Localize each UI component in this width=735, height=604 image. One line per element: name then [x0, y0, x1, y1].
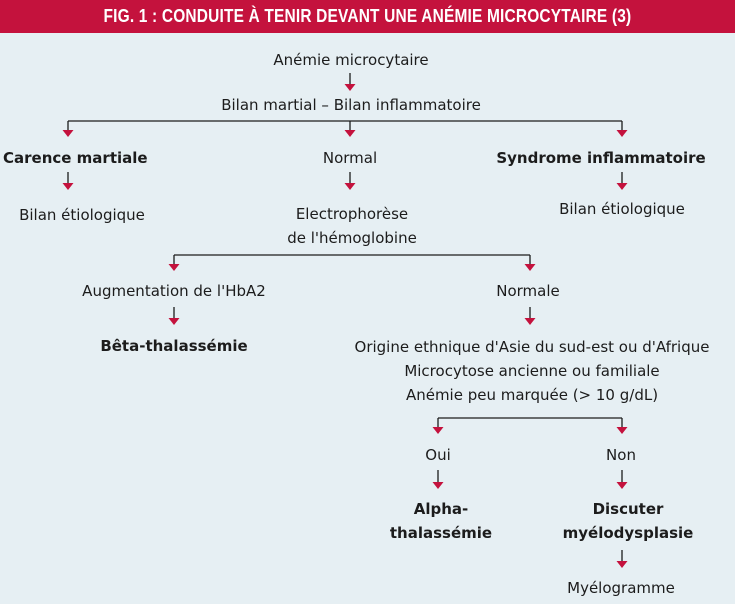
- arrowhead-hba2: [169, 264, 180, 271]
- node-criteres: [355, 335, 710, 407]
- node-augmentation-hba2: Augmentation de l'HbA2: [82, 282, 266, 300]
- node-discuter-myelodysplasie: [563, 497, 694, 545]
- arrowhead-criteres: [525, 318, 536, 325]
- arrowhead-oui: [433, 427, 444, 434]
- node-bilan-etiologique-left: Bilan étiologique: [19, 206, 145, 224]
- arrowhead-left-2: [63, 183, 74, 190]
- discuter-line-2: myélodysplasie: [562, 524, 694, 542]
- arrowhead-alpha: [433, 482, 444, 489]
- node-non: Non: [606, 446, 636, 464]
- criteres-line-1: Origine ethnique d'Asie du sud-est ou d'Afrique: [354, 338, 710, 356]
- alpha-line-1: Alpha-: [413, 500, 469, 518]
- arrowhead-beta: [169, 318, 180, 325]
- node-syndrome-inflammatoire: Syndrome inflammatoire: [496, 149, 706, 167]
- node-bilan-etiologique-right: Bilan étiologique: [559, 200, 685, 218]
- node-bilan-martial-inflammatoire: Bilan martial – Bilan inflammatoire: [221, 96, 481, 114]
- arrowhead-mid-1: [345, 130, 356, 137]
- arrowhead-normale: [525, 264, 536, 271]
- electrophorese-line-2: de l'hémoglobine: [287, 229, 417, 247]
- node-alpha-thalassemie: [390, 497, 492, 545]
- criteres-line-3: Anémie peu marquée (> 10 g/dL): [405, 386, 659, 404]
- node-electrophorese: [287, 202, 417, 250]
- arrowhead-discuter: [617, 482, 628, 489]
- arrowhead-left-1: [63, 130, 74, 137]
- discuter-line-1: Discuter: [592, 500, 664, 518]
- figure-title: FIG. 1 : CONDUITE À TENIR DEVANT UNE ANÉMIE MICROCYTAIRE (3): [103, 6, 632, 26]
- node-oui: Oui: [425, 446, 451, 464]
- arrowhead-right-2: [617, 183, 628, 190]
- arrowhead-non: [617, 427, 628, 434]
- criteres-line-2: Microcytose ancienne ou familiale: [404, 362, 660, 380]
- arrowhead-myelogramme: [617, 561, 628, 568]
- node-normale: Normale: [496, 282, 560, 300]
- node-anemie-microcytaire: Anémie microcytaire: [273, 51, 429, 69]
- node-carence-martiale: Carence martiale: [3, 149, 148, 167]
- arrowhead-1: [345, 84, 356, 91]
- electrophorese-line-1: Electrophorèse: [295, 205, 409, 223]
- alpha-line-2: thalassémie: [389, 524, 493, 542]
- arrowhead-mid-2: [345, 183, 356, 190]
- node-beta-thalassemie: Bêta-thalassémie: [100, 337, 248, 355]
- node-normal: Normal: [322, 149, 378, 167]
- arrowhead-right-1: [617, 130, 628, 137]
- node-myelogramme: Myélogramme: [567, 579, 675, 597]
